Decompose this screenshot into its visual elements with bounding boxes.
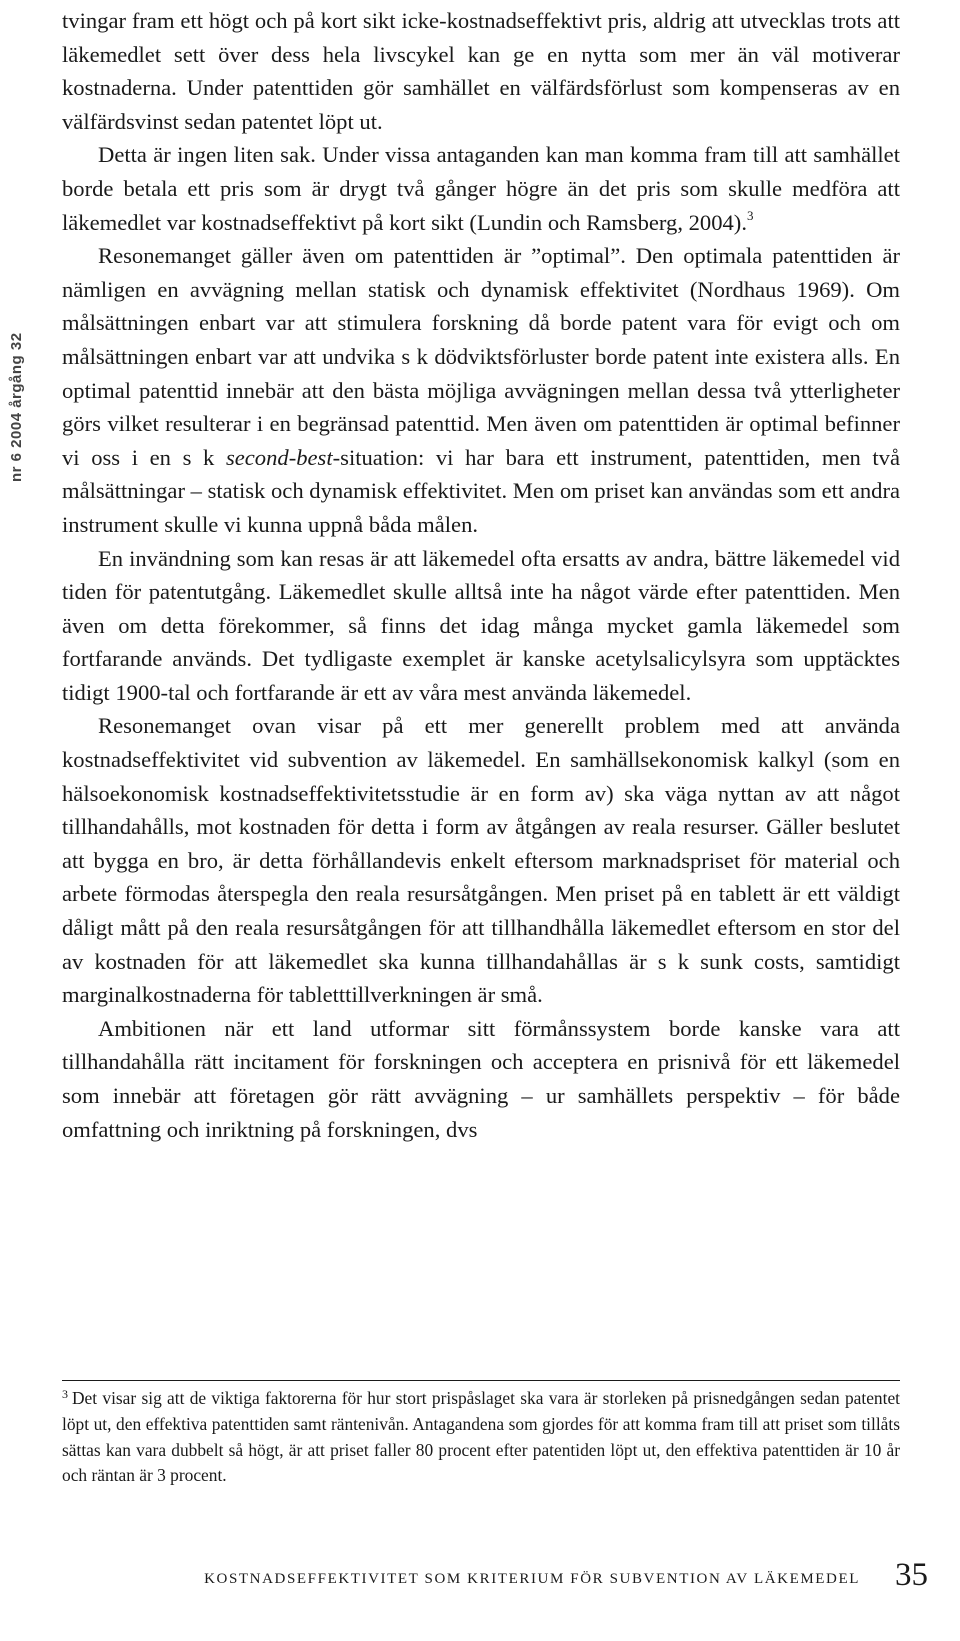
paragraph-4: En invändning som kan resas är att läkemedel ofta ersatts av andra, bättre läkemedel vid tiden för patentutgång. Läkemedlet skulle alltså inte ha något värde efter patenttiden. Men även om detta förekommer, så finns det idag många mycket gamla läkemedel som fortfarande används. Det tydligaste exemplet är kanske acetylsalicylsyra som upptäcktes tidigt 1900-tal och fortfarande är ett av våra mest använda läkemedel.: [62, 545, 900, 705]
footnote: [62, 1386, 900, 1489]
footnote-text: Det visar sig att de viktiga faktorerna för hur stort prispåslaget ska vara är storleken på prisnedgången sedan patentet löpt ut, den effektiva patenttiden samt räntenivån. Antagandena som gjordes för att komma fram till att priset som tillåts sättas kan vara dubbelt så högt, är att priset faller 80 procent efter patentiden löpt ut, den effektiva patenttiden är 10 år och räntan är 3 procent.: [62, 1388, 900, 1486]
paragraph-2: [62, 138, 900, 239]
journal-issue-label: nr 6 2004 årgång 32: [8, 332, 25, 482]
footnote-number: 3: [62, 1387, 68, 1401]
paragraph-1: tvingar fram ett högt och på kort sikt icke-kostnadseffektivt pris, aldrig att utvecklas trots att läkemedlet sett över dess hela livscykel kan ge en nytta som mer än väl motiverar kostnaderna. Under patenttiden gör samhället en välfärdsförlust som kompenseras av en välfärdsvinst sedan patentet löpt ut.: [62, 8, 900, 134]
paragraph-5: Resonemanget ovan visar på ett mer generellt problem med att använda kostnadseffektivitet vid subvention av läkemedel. En samhällsekonomisk kalkyl (som en hälsoekonomisk kostnadseffektivitetsstudie är en form av) ska väga nyttan av att något tillhandahålls, mot kostnaden för detta i form av åtgången av reala resurser. Gäller beslutet att bygga en bro, är detta förhållandevis enkelt eftersom marknadspriset för material och arbete förmodas återspegla den reala resursåtgången. Men priset på en tablett är ett väldigt dåligt mått på den reala resursåtgången för att tillhandhålla läkemedlet eftersom en stor del av kostnaden för att läkemedlet ska kunna tillhandahållas är s k sunk costs, samtidigt marginalkostnaderna för tabletttillverkningen är små.: [62, 713, 900, 1008]
paragraph-3-text-start: Resonemanget gäller även om patenttiden är ”optimal”. Den optimala patenttiden är nämligen en avvägning mellan statisk och dynamisk effektivitet (Nordhaus 1969). Om målsättningen enbart var att stimulera forskning då borde patent vara för evigt och om målsättningen enbart var att undvika s k dödviktsförluster borde patent inte existera alls. En optimal patenttid innebär att den bästa möjliga avvägningen mellan dessa två ytterligheter görs vilket resulterar i en begränsad patenttid. Men även om patenttiden är optimal befinner vi oss i en s k: [62, 243, 900, 470]
paragraph-3-text-end: -situation: vi har bara ett instrument, patenttiden, men två målsättningar – statisk och dynamisk effektivitet. Men om priset kan användas som ett andra instrument skulle vi kunna uppnå båda målen.: [62, 444, 901, 537]
footnote-reference[interactable]: 3: [746, 207, 754, 223]
paragraph-3: [62, 239, 900, 541]
paragraph-3-italic-term: second-best: [225, 444, 333, 470]
page-number: 35: [895, 1557, 928, 1593]
article-body: [62, 4, 900, 1146]
running-footer-title: KOSTNADSEFFEKTIVITET SOM KRITERIUM FÖR SUBVENTION AV LÄKEMEDEL: [204, 1571, 860, 1587]
paragraph-6: Ambitionen när ett land utformar sitt förmånssystem borde kanske vara att tillhandahålla rätt incitament för forskningen och acceptera en prisnivå för ett läkemedel som innebär att företagen gör rätt avvägning – ur samhällets perspektiv – för både omfattning och inriktning på forskningen, dvs: [62, 1015, 900, 1142]
footnote-divider: [62, 1380, 900, 1381]
paragraph-2-text: Detta är ingen liten sak. Under vissa antaganden kan man komma fram till att samhället borde betala ett pris som är drygt två gånger högre än det pris som skulle medföra att läkemedlet var kostnadseffektivt på kort sikt (Lundin och Ramsberg, 2004).: [62, 142, 900, 235]
